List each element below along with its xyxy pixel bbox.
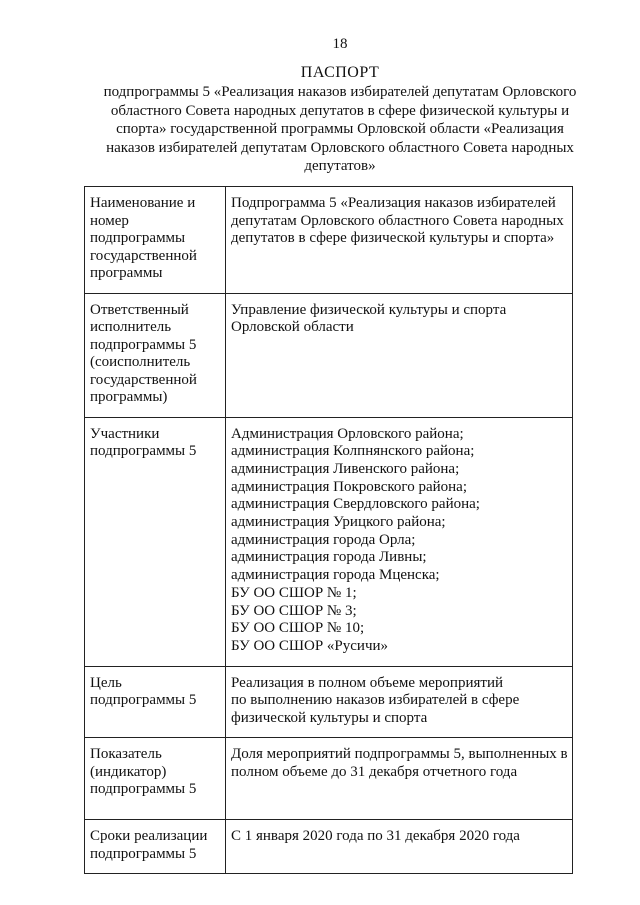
table-row [85,738,573,820]
row-label-terms: Сроки реализации подпрограммы 5 [85,820,226,874]
list-item: БУ ОО СШОР № 1; [231,584,357,601]
table-row [85,666,573,738]
table-row [85,187,573,294]
row-value-goal: Реализация в полном объеме мероприятий по выполнению наказов избирателей в сфере физической культуры и спорта [226,666,573,738]
row-value-terms: С 1 января 2020 года по 31 декабря 2020 года [226,820,573,874]
list-item: администрация Колпнянского района; [231,443,475,460]
row-label-executor: Ответственный исполнитель подпрограммы 5 (соисполнитель государственной программы) [85,293,226,417]
list-item: администрация города Орла; [231,531,416,548]
list-item: БУ ОО СШОР № 10; [231,620,365,637]
participants-list [226,417,573,666]
list-item: администрация Свердловского района; [231,496,480,513]
list-item: БУ ОО СШОР № 3; [231,602,357,619]
page-number: 18 [332,36,348,52]
row-value-indicator: Доля мероприятий подпрограммы 5, выполненных в полном объеме до 31 декабря отчетного года [226,738,573,820]
row-label-indicator: Показатель (индикатор) подпрограммы 5 [85,738,226,820]
table-row [85,820,573,874]
table-row [85,417,573,666]
table-row [85,293,573,417]
row-label-participants: Участники подпрограммы 5 [85,417,226,666]
list-item: администрация Покровского района; [231,478,467,495]
list-item: администрация города Ливны; [231,549,427,566]
list-item: администрация Урицкого района; [231,514,446,531]
row-value-name: Подпрограмма 5 «Реализация наказов избирателей депутатам Орловского областного Совета народных депутатов в сфере физической культуры и спорта» [226,187,573,294]
list-item: администрация города Мценска; [231,567,440,584]
list-item: БУ ОО СШОР «Русичи» [231,637,389,654]
list-item: администрация Ливенского района; [231,460,460,477]
passport-table [84,186,573,874]
document-title: ПАСПОРТ [300,64,380,81]
list-item: Администрация Орловского района; [231,425,464,442]
row-label-goal: Цель подпрограммы 5 [85,666,226,738]
document-subtitle: подпрограммы 5 «Реализация наказов избирателей депутатам Орловского областного Совета народных депутатов в сфере физической культуры и спорта» государственной программы Орловской области «Реализация наказов избирателей депутатам Орловского областного Совета народных депутатов» [103,84,577,174]
row-label-name: Наименование и номер подпрограммы государственной программы [85,187,226,294]
row-value-executor: Управление физической культуры и спорта Орловской области [226,293,573,417]
